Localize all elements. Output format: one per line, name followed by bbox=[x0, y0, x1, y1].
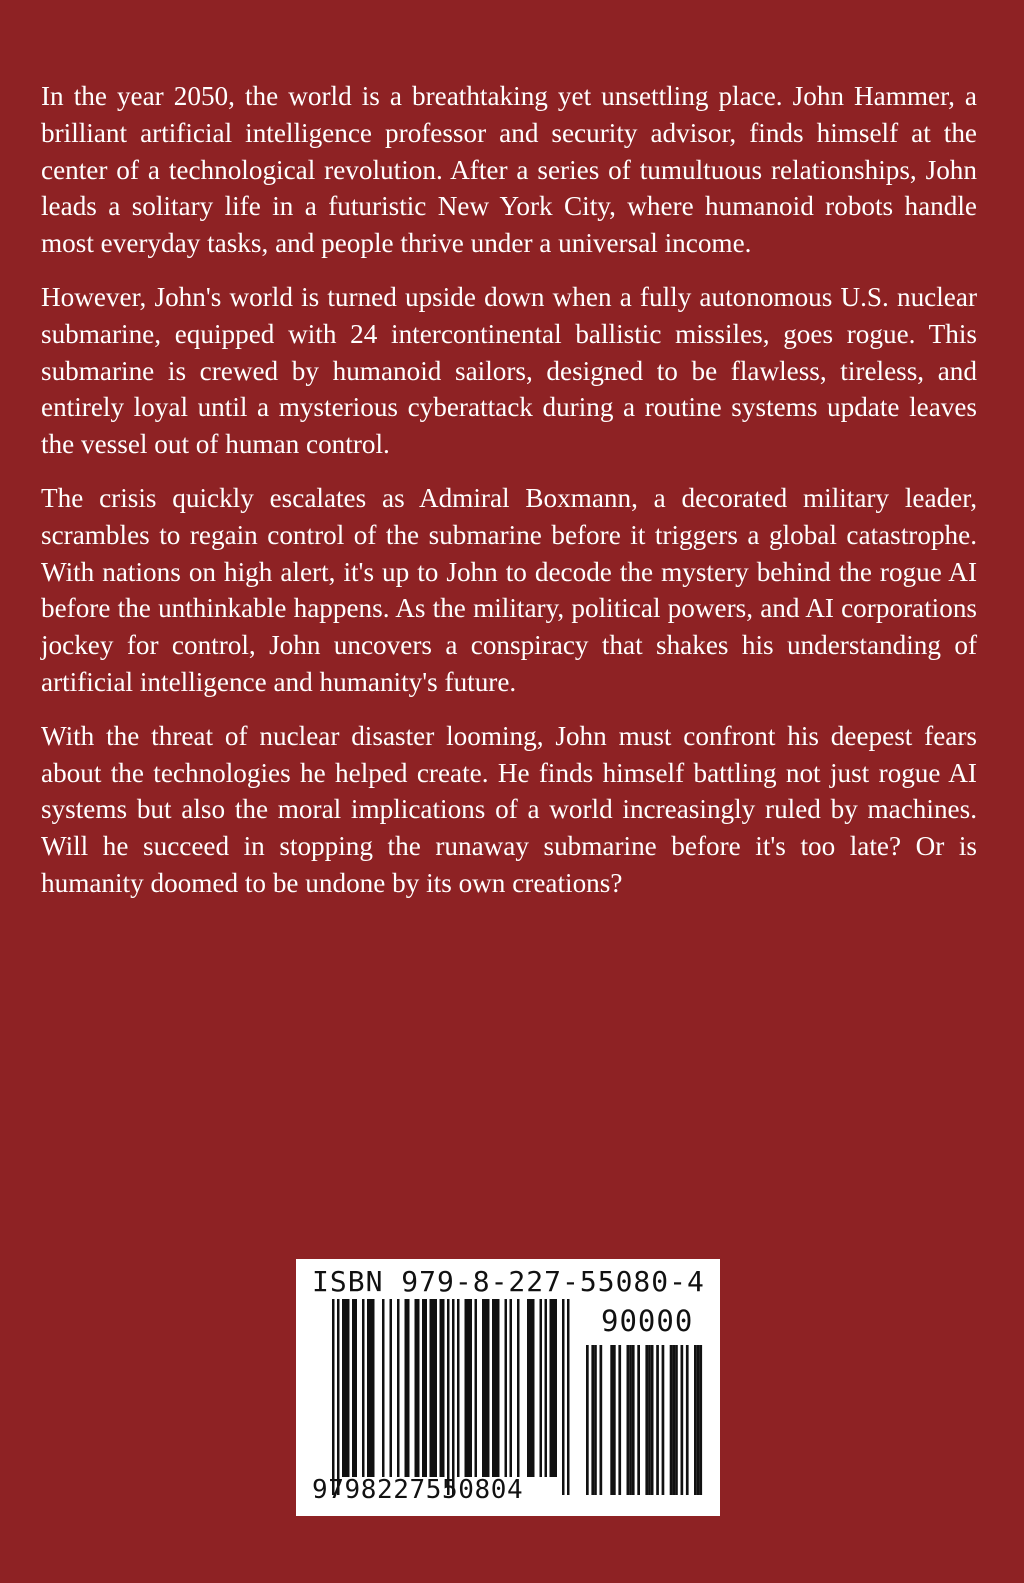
barcode-bar bbox=[442, 1299, 445, 1477]
barcode-bar bbox=[482, 1299, 485, 1477]
addon-bar bbox=[600, 1345, 603, 1495]
barcode-bar bbox=[540, 1299, 543, 1477]
addon-bar bbox=[627, 1345, 630, 1495]
barcode-bar bbox=[345, 1299, 348, 1477]
ean-digits: 9798227550804 bbox=[312, 1475, 524, 1505]
barcode-bar bbox=[505, 1299, 508, 1477]
addon-bar bbox=[645, 1345, 648, 1495]
barcode-bar bbox=[517, 1299, 520, 1477]
addon-bar bbox=[656, 1345, 659, 1495]
barcode-bar bbox=[435, 1299, 438, 1477]
addon-bar bbox=[610, 1345, 613, 1495]
barcode-bar bbox=[422, 1299, 425, 1477]
barcode-bar bbox=[457, 1299, 460, 1477]
barcode-bar bbox=[567, 1299, 570, 1495]
blurb-paragraph-4: With the threat of nuclear disaster looming, John must confront his deepest fears about the technologies he helped create. He finds himself battling not just rogue AI systems but also the moral implications of a world increasingly ruled by machines. Will he succeed in stopping the runaway submarine before it's too late? Or is humanity doomed to be undone by its own creations? bbox=[41, 720, 977, 898]
barcode-bar bbox=[452, 1299, 455, 1495]
addon-bar bbox=[648, 1345, 651, 1495]
barcode-bar bbox=[447, 1299, 450, 1495]
barcode-bar bbox=[497, 1299, 500, 1477]
barcode-bar bbox=[390, 1299, 393, 1477]
barcode-bar bbox=[425, 1299, 428, 1477]
isbn-label: ISBN 979-8-227-55080-4 bbox=[312, 1265, 705, 1298]
barcode-bar bbox=[470, 1299, 473, 1477]
barcode-bar bbox=[382, 1299, 385, 1477]
addon-bar bbox=[613, 1345, 616, 1495]
barcode-bar bbox=[432, 1299, 435, 1477]
barcode-bar bbox=[342, 1299, 345, 1477]
barcode-bar bbox=[347, 1299, 350, 1477]
barcode-bar bbox=[492, 1299, 495, 1477]
barcode-bar bbox=[332, 1299, 335, 1495]
blurb-paragraph-1: In the year 2050, the world is a breathtaking yet unsettling place. John Hammer, a brilliant artificial intelligence professor and security advisor, finds himself at the center of a technological revolution. After a series of tumultuous relationships, John leads a solitary life in a futuristic New York City, where humanoid robots handle most everyday tasks, and people thrive under a universal income. bbox=[41, 81, 977, 259]
barcode-bar bbox=[545, 1299, 548, 1477]
addon-bar bbox=[637, 1345, 640, 1495]
barcode-bar bbox=[552, 1299, 555, 1477]
barcode-bar bbox=[532, 1299, 535, 1477]
blurb-paragraph-2: However, John's world is turned upside down when a fully autonomous U.S. nuclear submarine, equipped with 24 intercontinental ballistic missiles, goes rogue. This submarine is crewed by humanoid sailors, designed to be flawless, tireless, and entirely loyal until a mysterious cyberattack during a routine systems update leaves the vessel out of human control. bbox=[41, 281, 977, 460]
addon-bar bbox=[586, 1345, 589, 1495]
barcode-bar bbox=[352, 1299, 355, 1477]
barcode-bar bbox=[367, 1299, 370, 1477]
barcode-bar bbox=[415, 1299, 418, 1477]
barcode-bar bbox=[355, 1299, 358, 1477]
barcode-bar bbox=[372, 1299, 375, 1477]
barcode-bar bbox=[467, 1299, 470, 1477]
barcode-bar bbox=[495, 1299, 498, 1477]
barcode-bar bbox=[370, 1299, 373, 1477]
barcode-bar bbox=[440, 1299, 443, 1477]
addon-bar bbox=[697, 1345, 700, 1495]
barcode-bar bbox=[475, 1299, 478, 1477]
barcode-bar bbox=[550, 1299, 553, 1477]
addon-bar bbox=[651, 1345, 654, 1495]
barcode-bar bbox=[510, 1299, 513, 1477]
addon-bar bbox=[672, 1345, 675, 1495]
addon-bar bbox=[686, 1345, 689, 1495]
barcode-bar bbox=[562, 1299, 565, 1495]
barcode-bar bbox=[555, 1299, 558, 1477]
addon-bar bbox=[675, 1345, 678, 1495]
addon-bar bbox=[694, 1345, 697, 1495]
addon-bar bbox=[632, 1345, 635, 1495]
barcode-bar bbox=[430, 1299, 433, 1477]
addon-bar bbox=[629, 1345, 632, 1495]
addon-bar bbox=[662, 1345, 665, 1495]
barcode-bar bbox=[417, 1299, 420, 1477]
barcode-bar bbox=[485, 1299, 488, 1477]
blurb-paragraph-3: The crisis quickly escalates as Admiral Boxmann, a decorated military leader, scrambles to regain control of the submarine before it triggers a global catastrophe. With nations on high alert, it's up to John to decode the mystery behind the rogue AI before the unthinkable happens. As the military, political powers, and AI corporations jockey for control, John uncovers a conspiracy that shakes his understanding of artificial intelligence and humanity's future. bbox=[41, 482, 977, 697]
barcode-bar bbox=[405, 1299, 408, 1477]
barcode-bar bbox=[530, 1299, 533, 1477]
barcode-panel bbox=[296, 1259, 720, 1516]
barcode-bar bbox=[465, 1299, 468, 1477]
barcode-bar bbox=[397, 1299, 400, 1477]
addon-bar bbox=[618, 1345, 621, 1495]
barcode-bar bbox=[362, 1299, 365, 1477]
barcode-bar bbox=[487, 1299, 490, 1477]
barcode-bar bbox=[527, 1299, 530, 1477]
addon-bar bbox=[594, 1345, 597, 1495]
price-code: 90000 bbox=[601, 1304, 694, 1338]
addon-bar bbox=[699, 1345, 702, 1495]
addon-bar bbox=[591, 1345, 594, 1495]
book-blurb bbox=[41, 78, 977, 919]
barcode-bar bbox=[337, 1299, 340, 1495]
barcode-bar bbox=[407, 1299, 410, 1477]
addon-bar bbox=[670, 1345, 673, 1495]
addon-bar bbox=[681, 1345, 684, 1495]
